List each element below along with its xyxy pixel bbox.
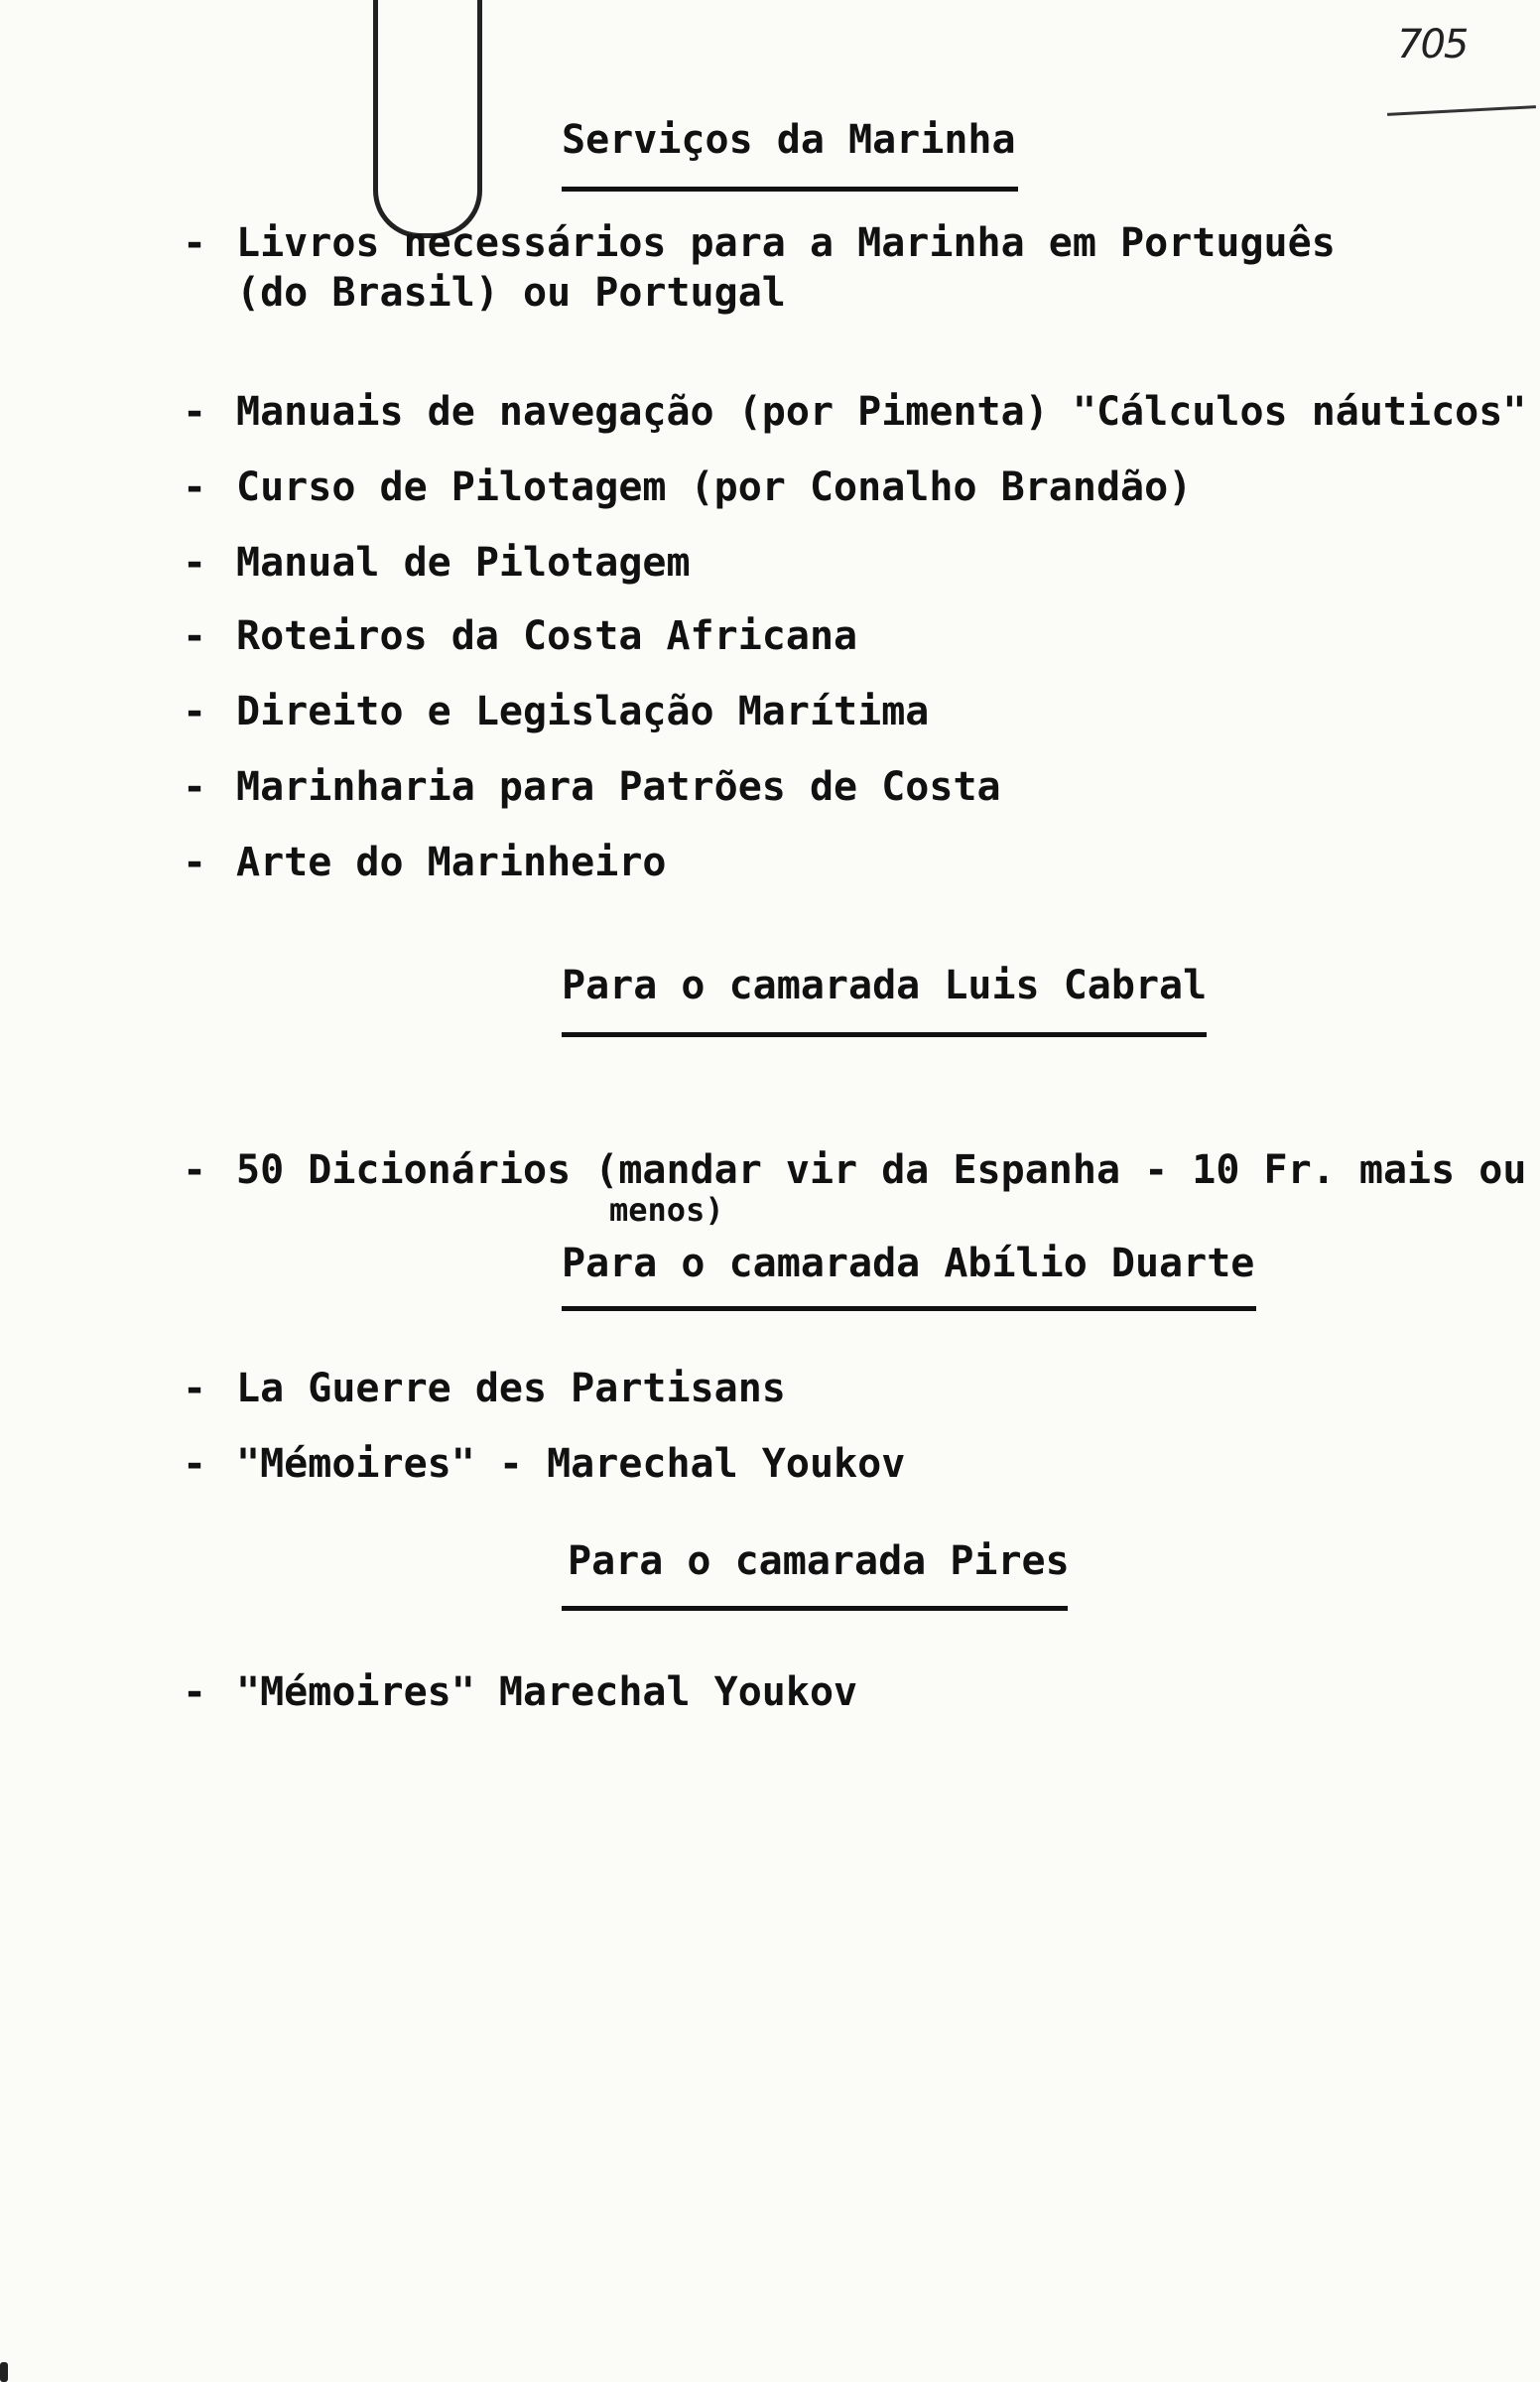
list-dash: - (183, 389, 207, 435)
list-item-text: 50 Dicionários (mandar vir da Espanha - 10 Fr. mais ou (236, 1147, 1527, 1193)
heading-underline (562, 187, 1018, 192)
list-dash: - (183, 1366, 207, 1411)
list-dash: - (183, 689, 207, 734)
page-number-underline (1387, 105, 1536, 116)
section-heading-abilio-duarte: Para o camarada Abílio Duarte (562, 1241, 1255, 1286)
list-item (183, 540, 691, 586)
heading-underline (562, 1306, 1256, 1311)
heading-underline (562, 1032, 1207, 1037)
list-item (183, 689, 929, 734)
list-item-text: Manual de Pilotagem (236, 540, 691, 586)
list-item-text: Curso de Pilotagem (por Conalho Brandão) (236, 464, 1193, 510)
list-item-continuation: menos) (609, 1191, 724, 1229)
list-item (183, 1669, 857, 1715)
list-item (183, 1366, 786, 1411)
list-dash: - (183, 764, 207, 810)
list-dash: - (183, 840, 207, 885)
list-dash: - (183, 540, 207, 586)
list-item (183, 764, 1001, 810)
list-item (183, 464, 1192, 510)
page-number: 705 (1397, 22, 1468, 67)
list-item (183, 840, 666, 885)
section-heading-luis-cabral: Para o camarada Luis Cabral (562, 963, 1208, 1008)
list-dash: - (183, 613, 207, 659)
list-item-text: "Mémoires" - Marechal Youkov (236, 1441, 906, 1487)
list-item-text: Arte do Marinheiro (236, 840, 667, 885)
list-dash: - (183, 220, 207, 266)
section-heading-marinha: Serviços da Marinha (562, 117, 1016, 163)
list-item (183, 220, 1336, 266)
list-item-text: Direito e Legislação Marítima (236, 689, 930, 734)
list-item-text: La Guerre des Partisans (236, 1366, 786, 1411)
list-item-text: Marinharia para Patrões de Costa (236, 764, 1001, 810)
list-item-continuation: (do Brasil) ou Portugal (236, 270, 786, 316)
list-item-text: Livros necessários para a Marinha em Português (236, 220, 1336, 266)
list-dash: - (183, 1441, 207, 1487)
list-item (183, 389, 1526, 435)
heading-underline (562, 1606, 1068, 1611)
section-heading-pires: Para o camarada Pires (568, 1538, 1070, 1584)
list-item (183, 613, 857, 659)
scan-artifact (0, 2362, 8, 2382)
list-dash: - (183, 1147, 207, 1193)
list-item-text: Roteiros da Costa Africana (236, 613, 858, 659)
list-item (183, 1147, 1526, 1193)
paper-clip-mark (373, 0, 482, 238)
list-item (183, 1441, 905, 1487)
list-dash: - (183, 464, 207, 510)
list-item-text: Manuais de navegação (por Pimenta) "Cálculos náuticos" (236, 389, 1527, 435)
list-item-text: "Mémoires" Marechal Youkov (236, 1669, 858, 1715)
list-dash: - (183, 1669, 207, 1715)
